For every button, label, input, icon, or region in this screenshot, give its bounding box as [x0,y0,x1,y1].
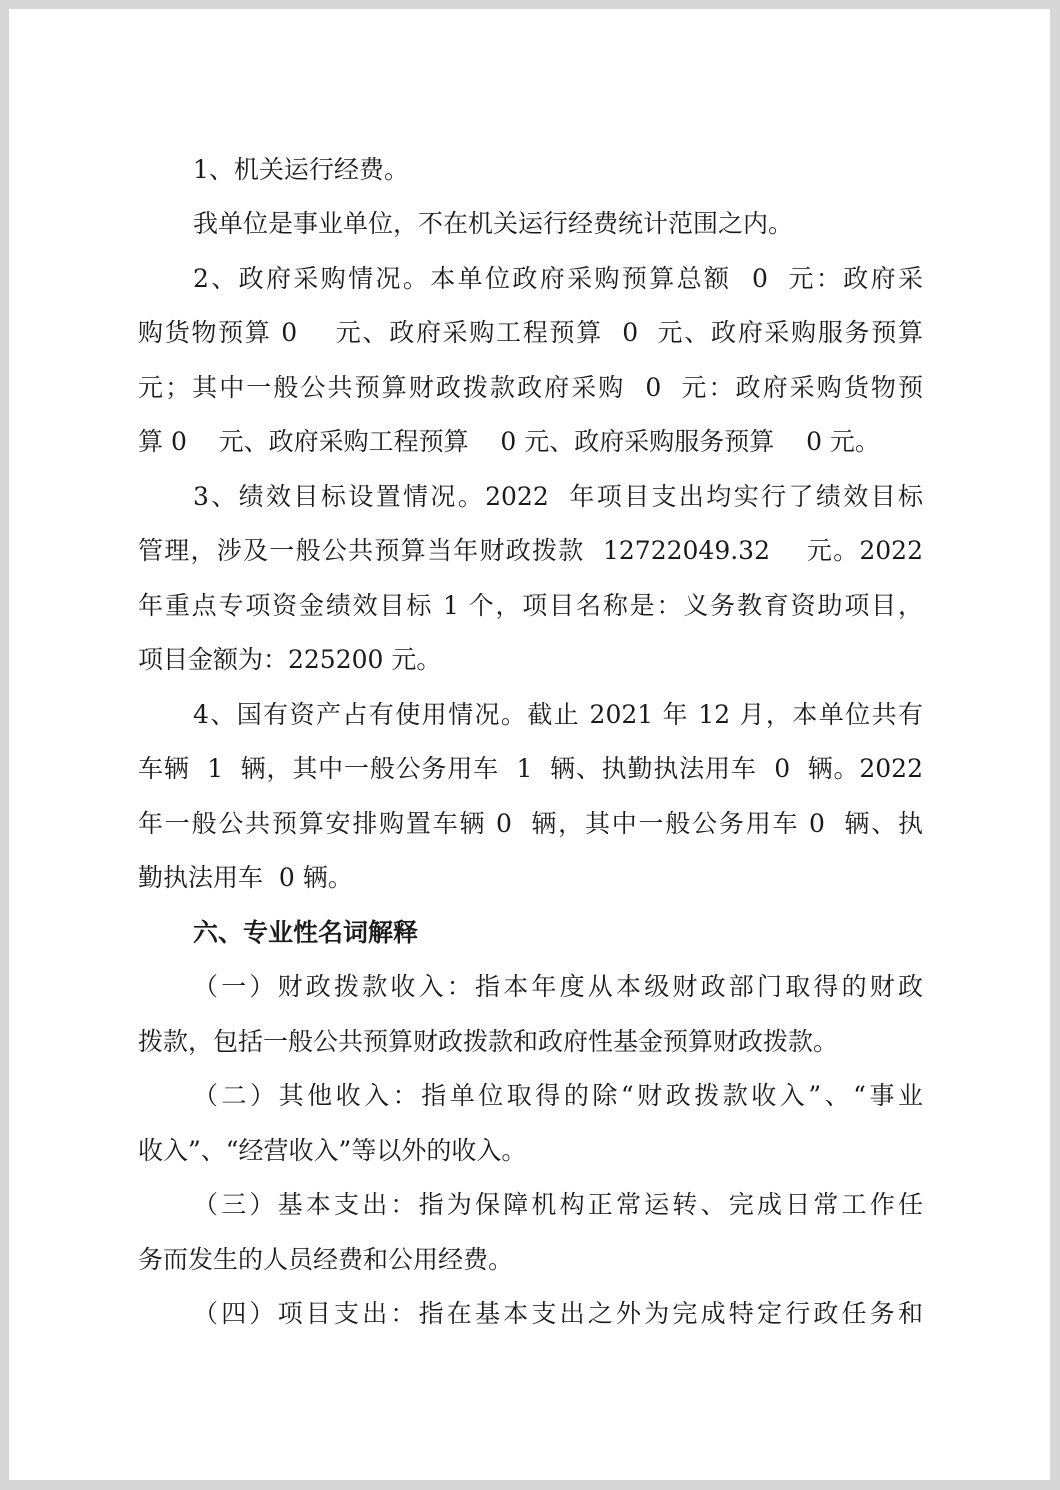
document-page [9,9,1050,1480]
item-1-heading: 1、机关运行经费。 [193,155,409,184]
item-3-line-1: 3、绩效目标设置情况。2022 年项目支出均实行了绩效目标 [193,482,923,511]
item-4-line-2: 车辆 1 辆，其中一般公务用车 1 辆、执勤执法用车 0 辆。2022 [138,754,923,783]
term-4-line-1: （四）项目支出：指在基本支出之外为完成特定行政任务和 [193,1299,923,1328]
term-2-line-1: （二）其他收入：指单位取得的除“财政拨款收入”、“事业 [193,1081,923,1110]
item-2-line-4: 算 0 元、政府采购工程预算 0 元、政府采购服务预算 0 元。 [138,427,880,456]
item-3-line-2: 管理，涉及一般公共预算当年财政拨款 12722049.32 元。2022 [138,536,923,565]
term-3-line-2: 务而发生的人员经费和公用经费。 [138,1245,514,1274]
term-2-line-2: 收入”、“经营收入”等以外的收入。 [138,1136,527,1165]
item-1-body: 我单位是事业单位，不在机关运行经费统计范围之内。 [193,209,794,238]
item-4-line-4: 勤执法用车 0 辆。 [138,863,353,892]
item-2-line-3: 元；其中一般公共预算财政拨款政府采购 0 元：政府采购货物预 [138,373,923,402]
item-2-line-2: 购货物预算 0 元、政府采购工程预算 0 元、政府采购服务预算 [138,318,923,347]
item-3-line-3: 年重点专项资金绩效目标 1 个，项目名称是：义务教育资助项目， [138,591,923,620]
item-4-line-1: 4、国有资产占有使用情况。截止 2021 年 12 月，本单位共有 [193,700,923,729]
item-2-line-1: 2、政府采购情况。本单位政府采购预算总额 0 元：政府采 [193,264,923,293]
item-3-line-4: 项目金额为：225200 元。 [138,645,442,674]
term-1-line-1: （一）财政拨款收入：指本年度从本级财政部门取得的财政 [193,972,923,1001]
item-4-line-3: 年一般公共预算安排购置车辆 0 辆，其中一般公务用车 0 辆、执 [138,809,923,838]
term-1-line-2: 拨款，包括一般公共预算财政拨款和政府性基金预算财政拨款。 [138,1027,839,1056]
term-3-line-1: （三）基本支出：指为保障机构正常运转、完成日常工作任 [193,1190,923,1219]
section-6-heading: 六、专业性名词解释 [193,918,419,947]
